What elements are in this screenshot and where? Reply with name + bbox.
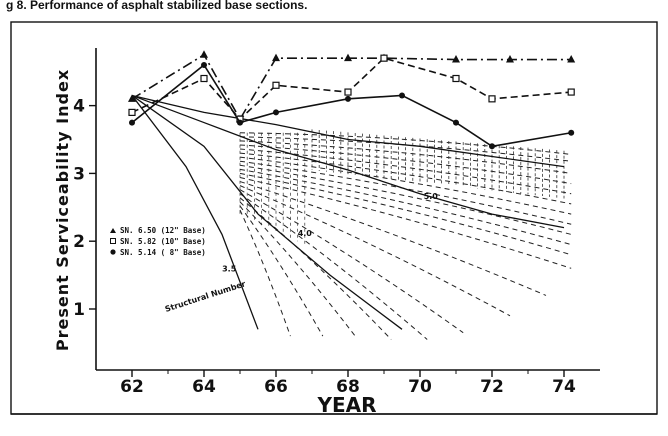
- y-tick-label: 3: [73, 164, 85, 185]
- x-tick-label: 64: [192, 377, 216, 397]
- hatch-line: [240, 206, 323, 336]
- hatch-line: [240, 194, 427, 340]
- circle-point: [201, 62, 207, 68]
- legend-circle-marker: [110, 249, 115, 254]
- hatch-line: [240, 173, 571, 254]
- y-axis-ticks: [73, 97, 96, 320]
- x-tick-label: 62: [120, 377, 144, 397]
- circle-point: [129, 120, 135, 126]
- legend-label: SN. 6.50 (12" Base): [120, 226, 206, 235]
- structural-number-annotation: Structural Number: [163, 279, 247, 314]
- y-tick-label: 1: [73, 299, 85, 320]
- square-point: [568, 89, 574, 95]
- x-tick-label: 66: [264, 377, 288, 397]
- design-curve: [132, 95, 402, 329]
- data-series: [128, 50, 575, 149]
- y-axis-label: Present Serviceability Index: [53, 68, 72, 352]
- circle-point: [345, 96, 351, 102]
- hatch-line: [240, 202, 355, 336]
- legend-square-marker: [111, 239, 116, 244]
- series-line: [132, 55, 571, 119]
- design-curve-label: 4.0: [297, 228, 312, 238]
- hatch-line: [240, 157, 571, 214]
- series-line: [132, 65, 571, 146]
- hatch-line: [240, 177, 571, 268]
- chart-frame: [11, 22, 657, 414]
- x-tick-label: 68: [336, 377, 360, 397]
- series-line: [132, 58, 571, 119]
- design-curve-label: 3.5: [222, 264, 237, 274]
- circle-point: [273, 109, 279, 115]
- y-tick-label: 2: [73, 232, 85, 253]
- legend-item-sn-582: [111, 237, 206, 246]
- hatch-line: [240, 161, 571, 224]
- legend-triangle-marker: [110, 228, 116, 233]
- circle-point: [399, 92, 405, 98]
- hatch-line: [240, 186, 510, 316]
- square-point: [453, 76, 459, 82]
- x-tick-label: 70: [408, 377, 432, 397]
- square-point: [129, 109, 135, 115]
- figure-caption: g 8. Performance of asphalt stabilized base sections.: [6, 0, 308, 12]
- legend-item-sn-514: [110, 248, 205, 257]
- square-point: [345, 89, 351, 95]
- legend-item-sn-650: [110, 226, 206, 235]
- legend: [110, 226, 206, 257]
- circle-point: [453, 120, 459, 126]
- x-tick-label: 74: [552, 377, 576, 397]
- triangle-point: [200, 50, 208, 58]
- hatch-line: [240, 190, 463, 333]
- square-point: [201, 76, 207, 82]
- triangle-point: [272, 54, 280, 62]
- y-tick-label: 4: [73, 96, 85, 117]
- square-point: [489, 96, 495, 102]
- square-point: [381, 55, 387, 61]
- legend-label: SN. 5.82 (10" Base): [120, 237, 206, 246]
- x-tick-label: 72: [480, 377, 504, 397]
- legend-label: SN. 5.14 ( 8" Base): [120, 248, 206, 257]
- square-point: [273, 82, 279, 88]
- circle-point: [489, 143, 495, 149]
- circle-point: [237, 120, 243, 126]
- x-axis-label: YEAR: [317, 393, 377, 417]
- design-curve-label: 5.0: [423, 192, 438, 202]
- circle-point: [568, 130, 574, 136]
